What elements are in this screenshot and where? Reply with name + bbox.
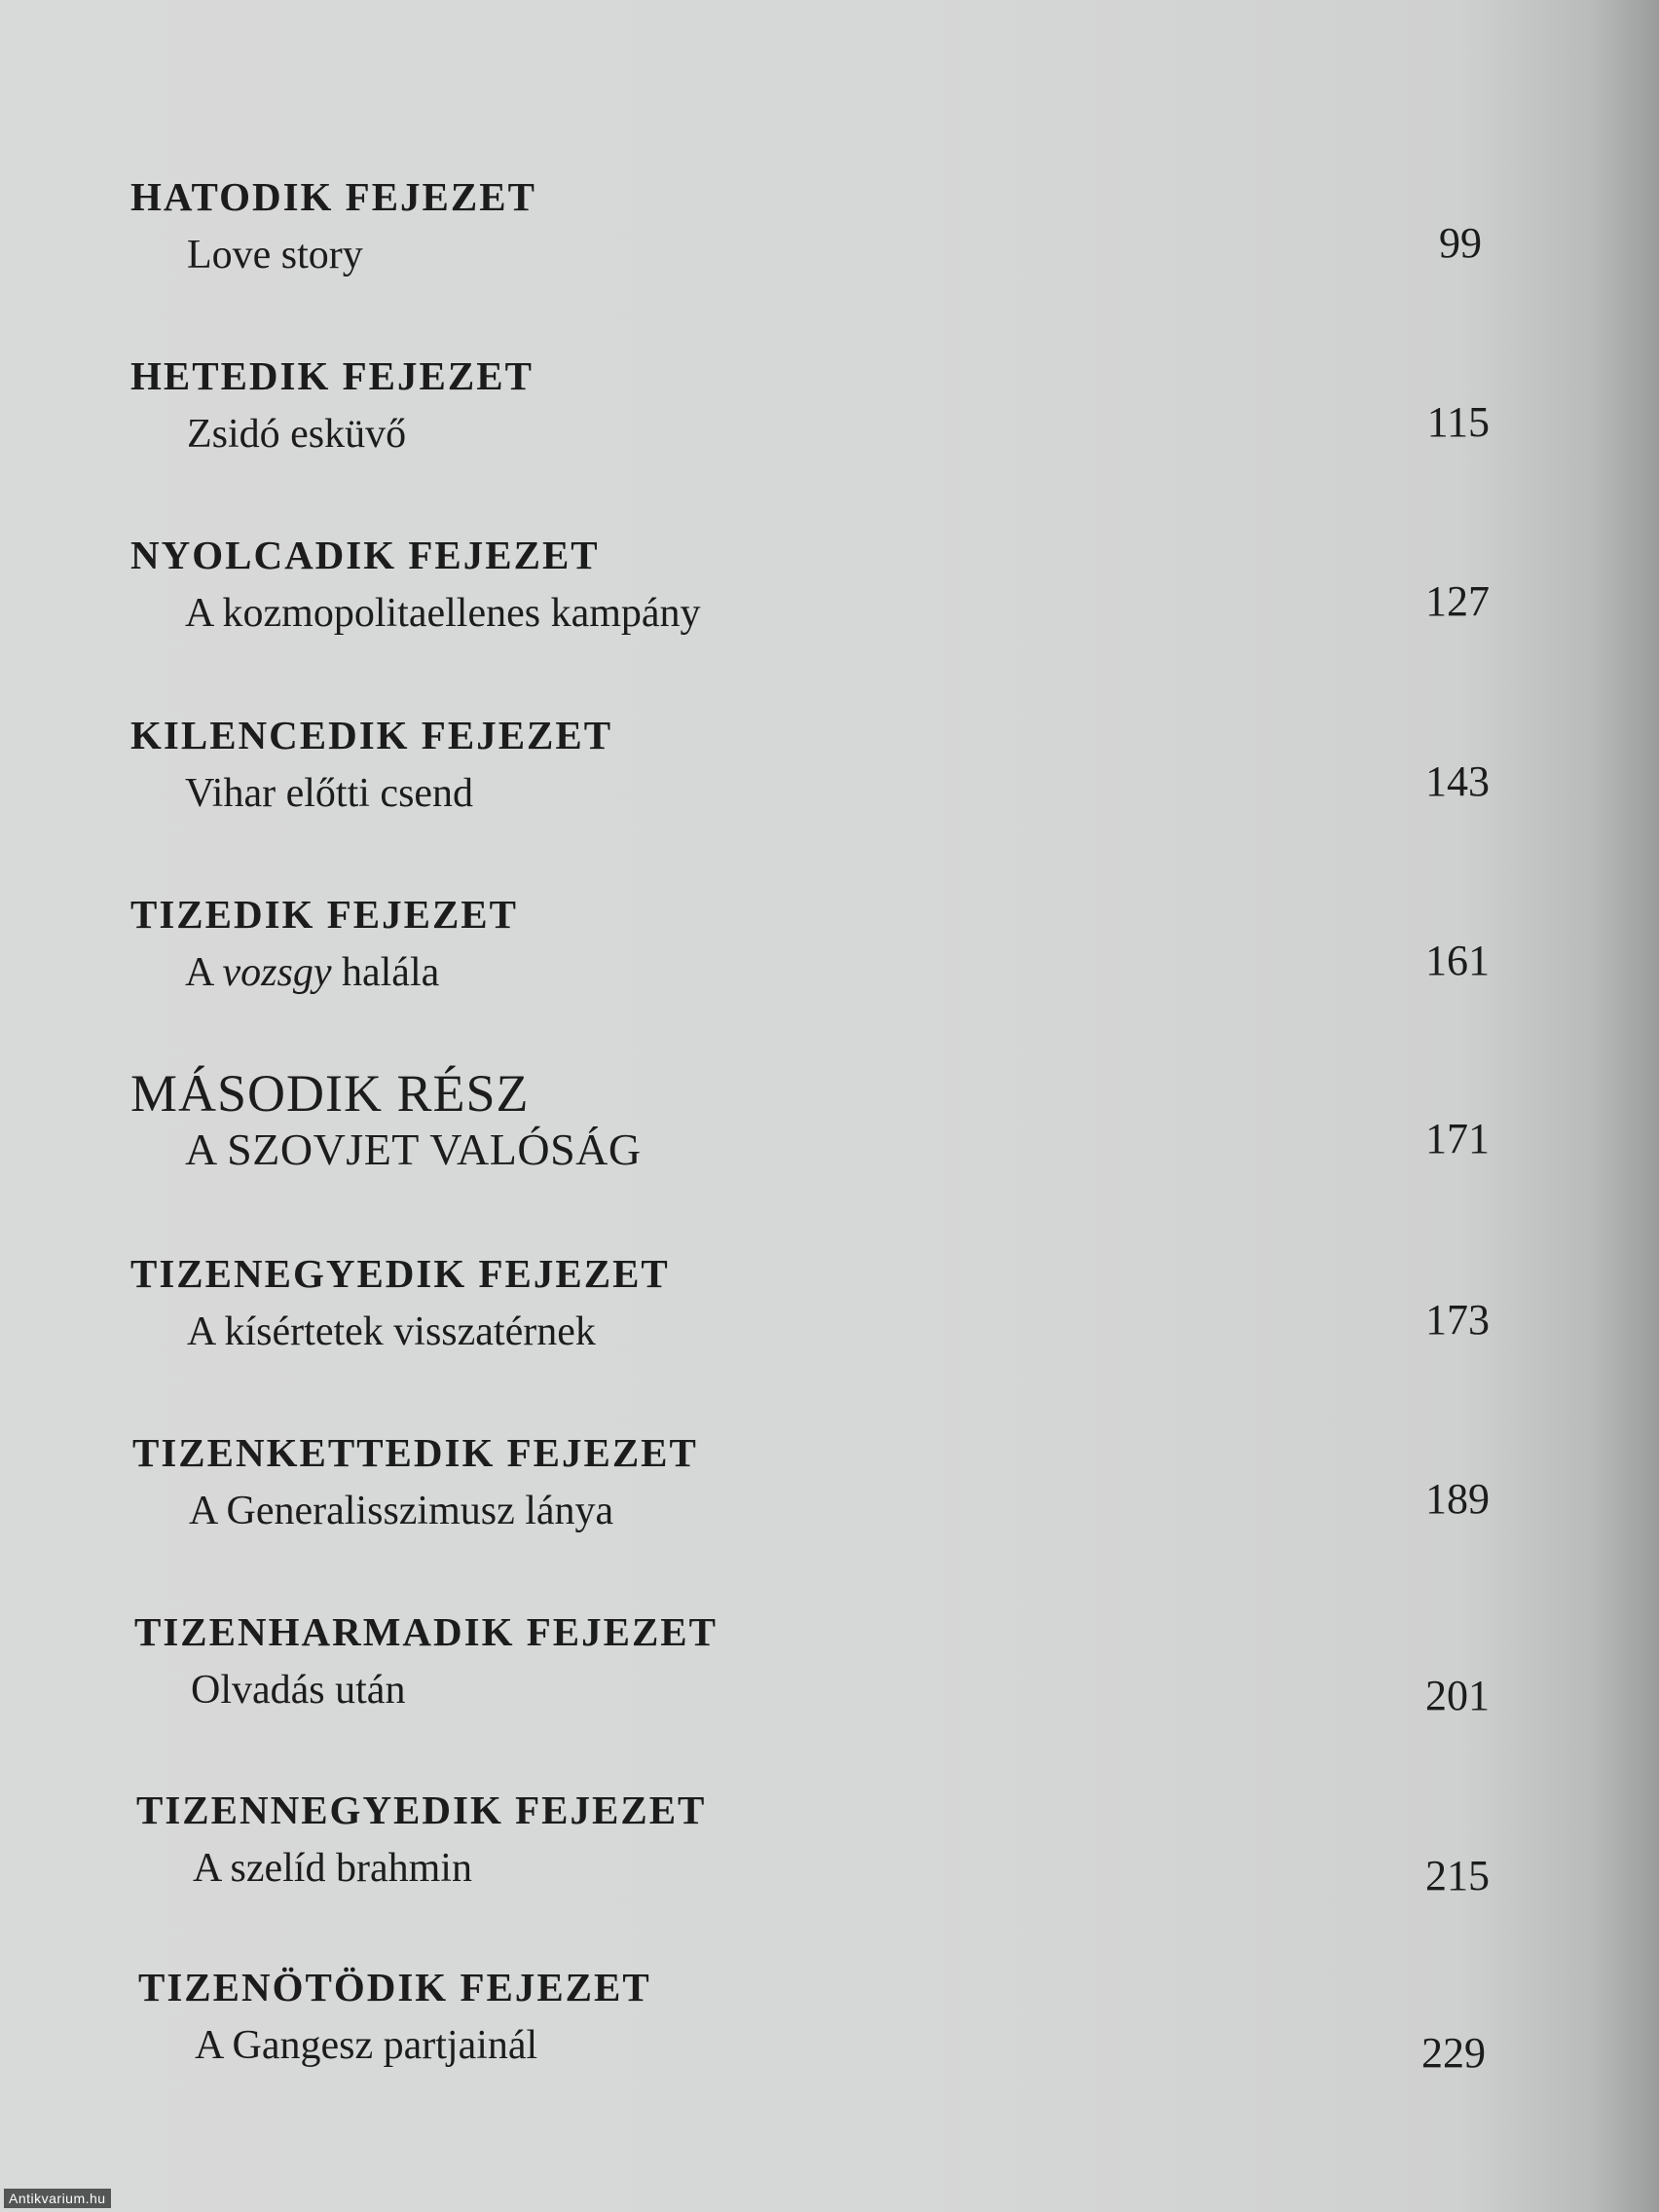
chapter-title-prefix: A bbox=[185, 950, 223, 995]
toc-entry bbox=[130, 352, 1490, 508]
page-number: 201 bbox=[1425, 1672, 1490, 1719]
chapter-title-italic: vozsgy bbox=[222, 950, 332, 995]
chapter-heading: HATODIK FEJEZET bbox=[130, 174, 536, 219]
chapter-heading: TIZEDIK FEJEZET bbox=[130, 892, 518, 937]
chapter-title: A Generalisszimusz lánya bbox=[189, 1489, 614, 1533]
toc-entry bbox=[130, 1250, 1490, 1406]
chapter-title: Love story bbox=[187, 233, 363, 277]
chapter-title: Zsidó esküvő bbox=[187, 412, 407, 457]
page-number: 173 bbox=[1425, 1296, 1490, 1344]
chapter-title: Vihar előtti csend bbox=[185, 771, 474, 816]
chapter-title: Olvadás után bbox=[191, 1668, 406, 1713]
toc-entry bbox=[130, 1429, 1490, 1585]
toc-entry bbox=[130, 1608, 1490, 1764]
chapter-heading: TIZENHARMADIK FEJEZET bbox=[134, 1609, 719, 1654]
watermark-label: Antikvarium.hu bbox=[4, 2189, 111, 2208]
chapter-heading: NYOLCADIK FEJEZET bbox=[130, 533, 600, 577]
toc-entry bbox=[130, 712, 1490, 867]
page-number: 161 bbox=[1425, 937, 1490, 984]
part-subtitle: A SZOVJET VALÓSÁG bbox=[185, 1124, 642, 1174]
page-number: 115 bbox=[1426, 398, 1490, 446]
chapter-heading: TIZENÖTÖDIK FEJEZET bbox=[138, 1965, 651, 2009]
chapter-title: A szelíd brahmin bbox=[193, 1846, 472, 1891]
chapter-heading: TIZENEGYEDIK FEJEZET bbox=[130, 1251, 670, 1296]
chapter-heading: TIZENKETTEDIK FEJEZET bbox=[132, 1430, 698, 1475]
page-number: 189 bbox=[1425, 1475, 1490, 1523]
toc-entry bbox=[130, 1964, 1490, 2120]
page-number: 215 bbox=[1425, 1852, 1490, 1899]
page-number: 229 bbox=[1421, 2029, 1486, 2077]
page-number: 99 bbox=[1439, 219, 1482, 267]
chapter-heading: TIZENNEGYEDIK FEJEZET bbox=[136, 1788, 707, 1832]
toc-part-entry bbox=[130, 1064, 1490, 1225]
part-heading: MÁSODIK RÉSZ bbox=[130, 1064, 530, 1123]
chapter-heading: HETEDIK FEJEZET bbox=[130, 353, 534, 398]
chapter-title: A Gangesz partjainál bbox=[195, 2023, 538, 2068]
chapter-title bbox=[185, 949, 439, 996]
chapter-title-suffix: halála bbox=[331, 950, 440, 995]
toc-entry bbox=[130, 532, 1490, 687]
toc-entry bbox=[130, 1787, 1490, 1942]
chapter-heading: KILENCEDIK FEJEZET bbox=[130, 713, 613, 757]
page-number: 127 bbox=[1425, 577, 1490, 625]
toc-entry bbox=[130, 891, 1490, 1047]
chapter-title: A kozmopolitaellenes kampány bbox=[185, 591, 701, 636]
page-number: 143 bbox=[1425, 757, 1490, 805]
page-number: 171 bbox=[1425, 1115, 1490, 1162]
toc-entry bbox=[130, 173, 1490, 329]
chapter-title: A kísértetek visszatérnek bbox=[187, 1309, 596, 1354]
